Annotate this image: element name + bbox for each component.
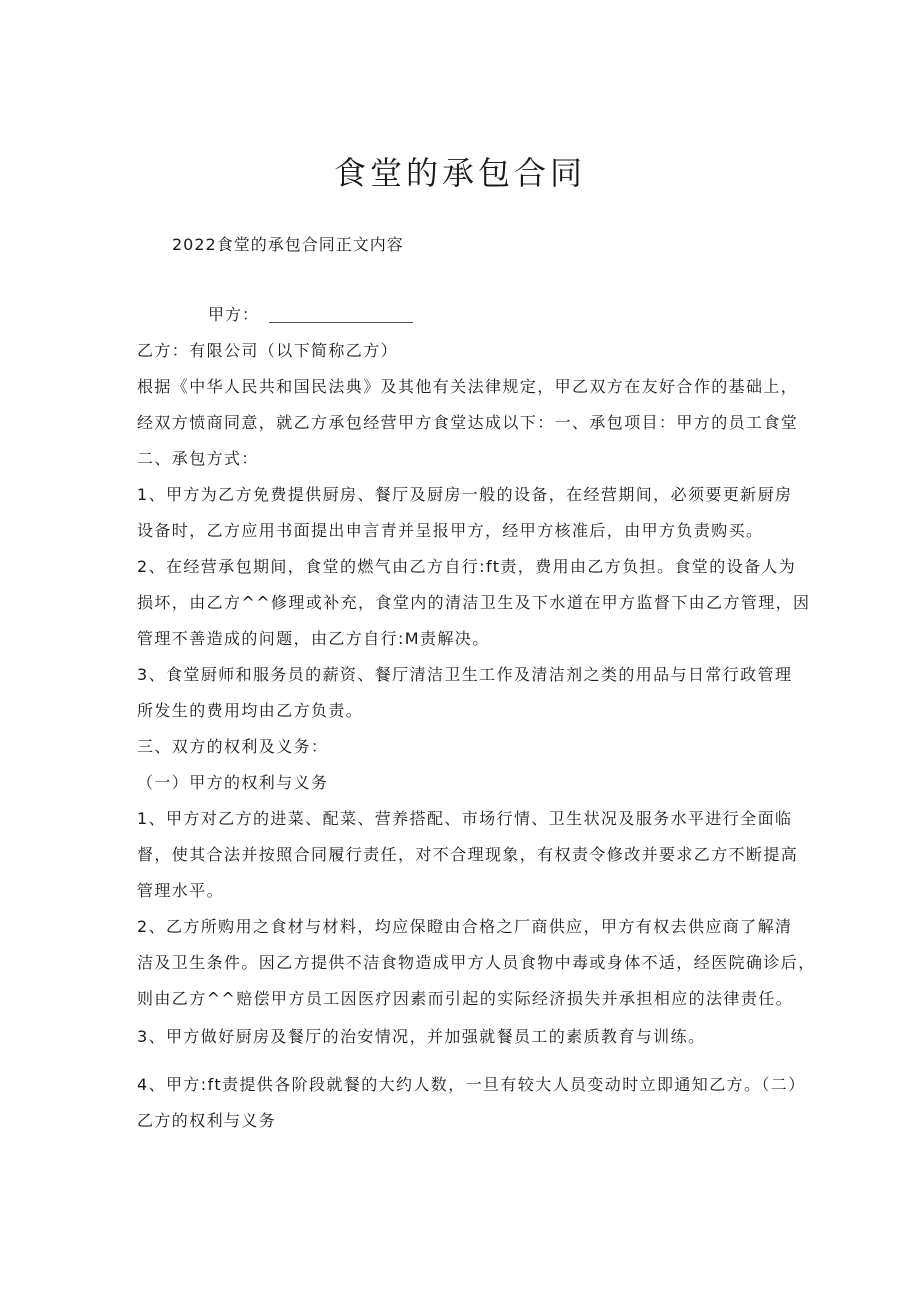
text-line: 督，使其合法并按照合同履行责任，对不合理现象，有权责令修改并要求乙方不断提高 [137,845,799,864]
text-line: 3、甲方做好厨房及餐厅的治安情况，并加强就餐员工的素质教育与训练。 [137,1027,706,1046]
text-line: 4、甲方:ft责提供各阶段就餐的大约人数，一旦有较大人员变动时立即通知乙方。（二） [137,1075,806,1094]
text-line: 2、在经营承包期间，食堂的燃气由乙方自行:ft责，费用由乙方负担。食堂的设备人为 [137,557,797,576]
document-subtitle: 2022食堂的承包合同正文内容 [172,235,404,254]
text-line: 管理不善造成的问题，由乙方自行:M责解决。 [137,629,490,648]
text-line: 1、甲方为乙方免费提供厨房、餐厅及厨房一般的设备，在经营期间，必须要更新厨房 [137,485,793,504]
text-line: 三、双方的权利及义务： [137,737,329,756]
text-line: 损坏，由乙方^^修理或补充，食堂内的清洁卫生及下水道在甲方监督下由乙方管理，因 [137,593,811,612]
text-line: 所发生的费用均由乙方负责。 [137,701,364,720]
text-line: 管理水平。 [137,881,225,900]
text-line: 设备时，乙方应用书面提出申言青并呈报甲方，经甲方核准后，由甲方负责购买。 [137,521,764,540]
text-line: 根据《中华人民共和国民法典》及其他有关法律规定，甲乙双方在友好合作的基础上， [137,377,799,396]
document-title: 食堂的承包合同 [333,154,586,192]
text-line: 二、承包方式： [137,449,259,468]
text-line: （一）甲方的权利与义务 [137,773,329,792]
text-line: 乙方：有限公司（以下简称乙方） [137,341,399,360]
text-line: 乙方的权利与义务 [137,1111,277,1130]
text-line: 3、食堂厨师和服务员的薪资、餐厅清洁卫生工作及清洁剂之类的用品与日常行政管理 [137,665,793,684]
party-a-label: 甲方： [208,305,260,324]
text-line: 则由乙方^^赔偿甲方员工因医疗因素而引起的实际经济损失并承担相应的法律责任。 [137,989,794,1008]
text-line: 1、甲方对乙方的进菜、配菜、营养搭配、市场行情、卫生状况及服务水平进行全面临 [137,809,793,828]
text-line: 经双方愤商同意，就乙方承包经营甲方食堂达成以下：一、承包项目：甲方的员工食堂 [137,413,799,432]
party-a-field [208,302,413,325]
text-line: 洁及卫生条件。因乙方提供不洁食物造成甲方人员食物中毒或身体不适，经医院确诊后， [137,953,816,972]
party-a-blank-line [269,308,413,323]
text-line: 2、乙方所购用之食材与材料，均应保瞪由合格之厂商供应，甲方有权去供应商了解清 [137,917,793,936]
